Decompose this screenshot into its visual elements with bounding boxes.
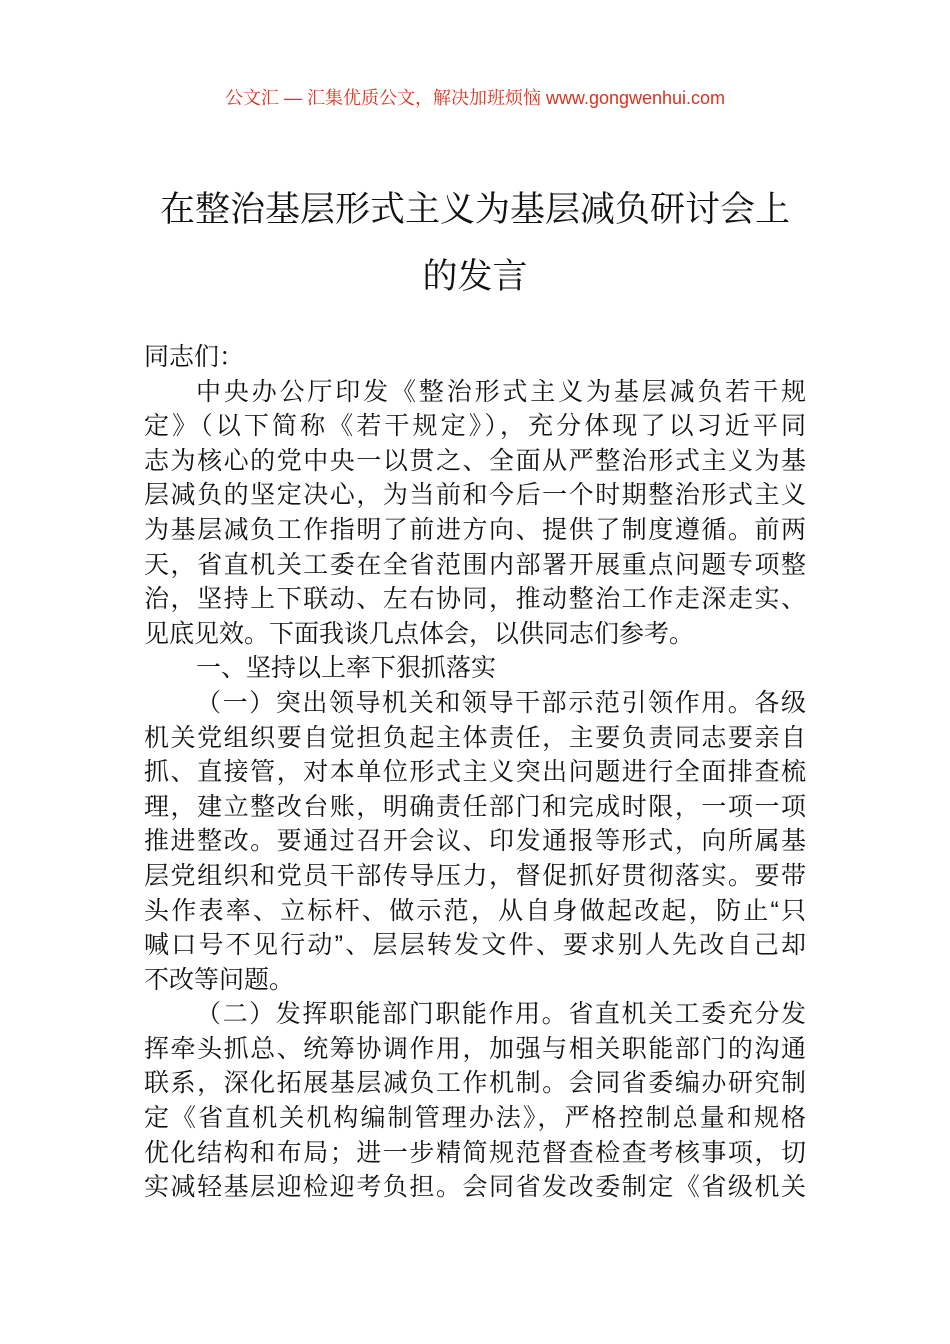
text-line: 联系，深化拓展基层减负工作机制。会同省委编办研究制	[144, 1069, 806, 1098]
text-line: 抓、直接管，对本单位形式主义突出问题进行全面排查梳	[144, 758, 806, 787]
text-line: 头作表率、立标杆、做示范，从自身做起改起，防止“只	[144, 896, 806, 925]
text-line: 见底见效。下面我谈几点体会，以供同志们参考。	[144, 619, 695, 648]
text-line: 挥牵头抓总、统筹协调作用，加强与相关职能部门的沟通	[144, 1034, 806, 1063]
text-line: 天，省直机关工委在全省范围内部署开展重点问题专项整	[144, 550, 806, 579]
text-line: 不改等问题。	[144, 965, 295, 994]
text-line: 层党组织和党员干部传导压力，督促抓好贯彻落实。要带	[144, 861, 806, 890]
text-line: 志为核心的党中央一以贯之、全面从严整治形式主义为基	[144, 446, 806, 475]
text-line: 推进整改。要通过召开会议、印发通报等形式，向所属基	[144, 827, 806, 856]
text-line: （一）突出领导机关和领导干部示范引领作用。各级	[196, 688, 806, 717]
title-line: 的发言	[422, 257, 528, 296]
text-line: 机关党组织要自觉担负起主体责任，主要负责同志要亲自	[144, 723, 806, 752]
text-line: （二）发挥职能部门职能作用。省直机关工委充分发	[196, 1000, 806, 1029]
text-line: 实减轻基层迎检迎考负担。会同省发改委制定《省级机关	[144, 1173, 806, 1202]
text-line: 为基层减负工作指明了前进方向、提供了制度遵循。前两	[144, 515, 806, 544]
text-line: 定》（以下简称《若干规定》），充分体现了以习近平同	[144, 412, 806, 441]
document-title	[120, 176, 830, 310]
text-line: 同志们：	[144, 343, 245, 371]
text-line: 层减负的坚定决心，为当前和今后一个时期整治形式主义	[144, 481, 806, 510]
text-line: 中央办公厅印发《整治形式主义为基层减负若干规	[196, 377, 806, 406]
text-line: 理，建立整改台账，明确责任部门和完成时限，一项一项	[144, 792, 806, 821]
site-header-banner: 公文汇 — 汇集优质公文，解决加班烦恼 www.gongwenhui.com	[224, 88, 726, 108]
text-line: 定《省直机关机构编制管理办法》，严格控制总量和规格	[144, 1104, 806, 1133]
text-line: 治，坚持上下联动、左右协同，推动整治工作走深走实、	[144, 585, 806, 614]
title-line: 在整治基层形式主义为基层减负研讨会上	[159, 190, 790, 229]
text-line: 优化结构和布局；进一步精简规范督查检查考核事项，切	[144, 1138, 806, 1167]
document-body	[144, 340, 806, 1205]
text-line: 一、坚持以上率下狠抓落实	[196, 654, 497, 683]
text-line: 喊口号不见行动”、层层转发文件、要求别人先改自己却	[144, 931, 806, 960]
